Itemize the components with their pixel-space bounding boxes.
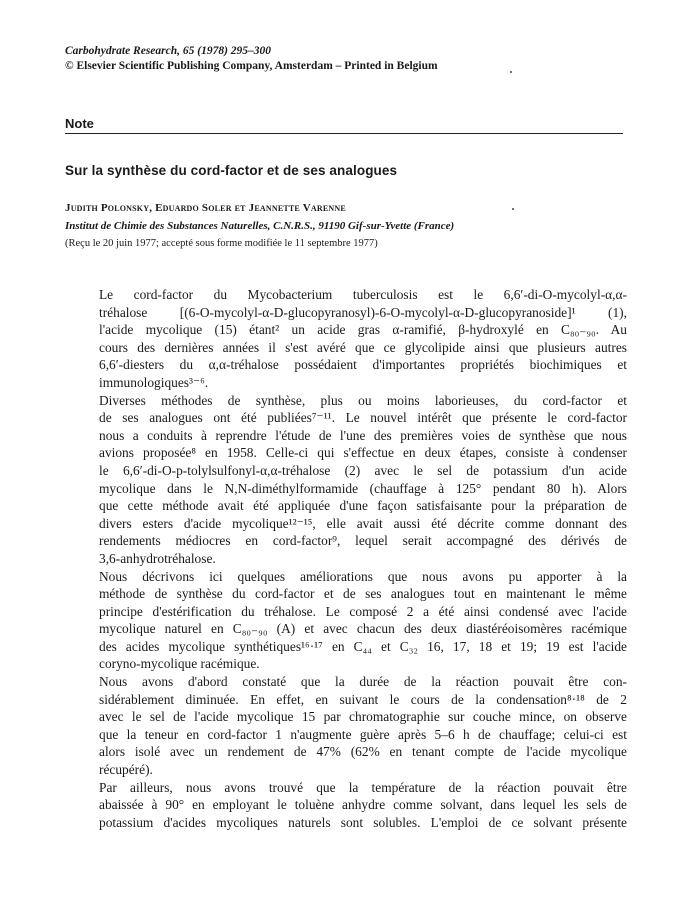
text-line: Nous avons d'abord constaté que la durée de la réaction pouvait être con- [99, 674, 627, 690]
journal-citation: Carbohydrate Research, 65 (1978) 295–300 [65, 45, 272, 57]
scan-speck [512, 208, 514, 210]
paragraph [65, 779, 627, 832]
text-line: mycolique dans le N,N-diméthylformamide (chauffage à 125° pendant 80 h). Alors [99, 480, 627, 496]
text-line: principe d'estérification du tréhalose. Le composé 2 a été ainsi condensé avec l'acide [99, 603, 627, 619]
text-line: que la teneur en cord-factor 1 n'augmente guère après 5–6 h de chauffage; celui-ci est [99, 726, 627, 742]
text-line: que cette méthode avait été appliquée d'une façon satisfaisante pour la préparation de [99, 498, 627, 514]
text-line: mycolique naturel en C₈₀₋₉₀ (A) et avec chacun des deux diastéréoisomères racémique [99, 621, 627, 637]
text-line: tréhalose [(6-O-mycolyl-α-D-glucopyranosyl)-6-O-mycolyl-α-D-glucopyranoside]¹ (1), [99, 304, 627, 320]
text-line: le 6,6′-di-O-p-tolylsulfonyl-α,α-tréhalose (2) avec le sel de potassium d'un acide [99, 462, 627, 478]
text-line: avec le sel de l'acide mycolique 15 par chromatographie sur couche mince, on observe [99, 709, 627, 725]
text-line: des acides mycolique synthétiques¹⁶·¹⁷ en C₄₄ et C₃₂ 16, 17, 18 et 19; 19 est l'acide [99, 638, 627, 654]
author-block [65, 201, 625, 251]
text-line: récupéré). [99, 762, 153, 778]
text-line: cours des dernières années il s'est avéré que ce glycolipide ainsi que plusieurs autres [99, 339, 627, 355]
institution: Institut de Chimie des Substances Naturelles, C.N.R.S., 91190 Gif-sur-Yvette (France) [65, 220, 455, 232]
publisher-line: © Elsevier Scientific Publishing Company, Amsterdam – Printed in Belgium [65, 60, 438, 72]
text-line: divers esters d'acide mycolique¹²⁻¹⁵, elle avait aussi été décrite comme donnant des [99, 515, 627, 531]
body-text [65, 286, 627, 831]
text-line: Diverses méthodes de synthèse, plus ou moins laborieuses, du cord-factor et [99, 392, 627, 408]
text-line: nous a conduits à reprendre l'étude de l'une des premières voies de synthèse que nous [99, 427, 627, 443]
section-rule [65, 133, 623, 134]
text-line: 3,6-anhydrotréhalose. [99, 550, 216, 566]
paragraph [65, 392, 627, 568]
text-line: de ses analogues ont été publiées⁷⁻¹¹. Le nouvel intérêt que présente le cord-factor [99, 410, 627, 426]
paragraph [65, 568, 627, 674]
text-line: avions proposée⁸ en 1958. Celle-ci qui s'effectue en deux étapes, consiste à condenser [99, 445, 627, 461]
scan-speck [510, 71, 512, 73]
paragraph [65, 286, 627, 392]
paragraph [65, 673, 627, 779]
text-line: 6,6′-diesters du α,α-tréhalose possédaient d'importantes propriétés biochimiques et [99, 357, 627, 373]
text-line: méthode de synthèse du cord-factor et de ses analogues tout en maintenant le même [99, 586, 627, 602]
text-line: sidérablement diminuée. En effet, en suivant le cours de la condensation⁸·¹⁸ de 2 [99, 691, 627, 707]
author-names: Judith Polonsky, Eduardo Soler et Jeannette Varenne [65, 202, 346, 214]
section-label: Note [65, 116, 94, 131]
text-line: potassium d'acides mycoliques naturels sont solubles. L'emploi de ce solvant présente [99, 814, 627, 830]
article-title: Sur la synthèse du cord-factor et de ses analogues [65, 163, 398, 178]
text-line: coryno-mycolique racémique. [99, 656, 260, 672]
received-dates: (Reçu le 20 juin 1977; accepté sous forme modifiée le 11 septembre 1977) [65, 238, 378, 249]
text-line: rendements médiocres en cord-factor⁹, lequel serait accompagné des dérivés de [99, 533, 627, 549]
text-line: immunologiques³⁻⁶. [99, 374, 209, 390]
text-line: abaissée à 90° en employant le toluène anhydre comme solvant, dans lequel les sels de [99, 797, 627, 813]
text-line: alors isolé avec un rendement de 47% (62% en tenant compte de l'acide mycolique [99, 744, 627, 760]
text-line: l'acide mycolique (15) étant² un acide gras α-ramifié, β-hydroxylé en C₈₀₋₉₀. Au [99, 322, 627, 338]
text-line: Nous décrivons ici quelques améliorations que nous avons pu apporter à la [99, 568, 627, 584]
text-line: Par ailleurs, nous avons trouvé que la température de la réaction pouvait être [99, 779, 627, 795]
journal-header [65, 44, 625, 74]
text-line: Le cord-factor du Mycobacterium tuberculosis est le 6,6′-di-O-mycolyl-α,α- [99, 287, 627, 302]
